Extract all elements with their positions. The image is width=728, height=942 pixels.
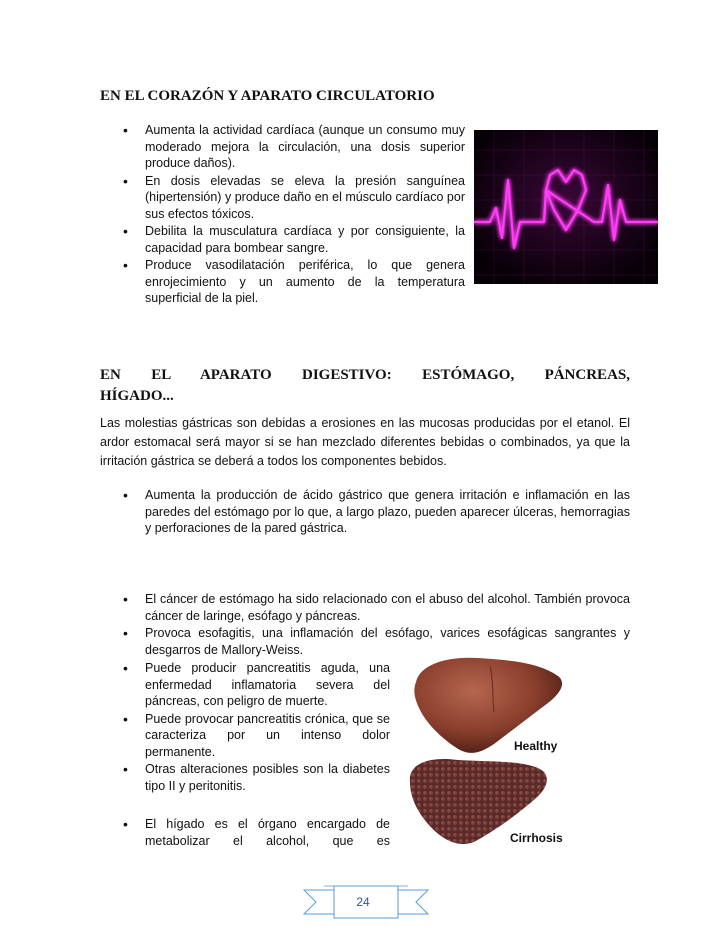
list-item: • El hígado es el órgano encargado de metabolizar el alcohol, que es	[123, 816, 390, 848]
section-heading-heart: EN EL CORAZÓN Y APARATO CIRCULATORIO	[100, 88, 435, 104]
list-item: • Aumenta la actividad cardíaca (aunque un consumo muy moderado mejora la circulación, una dosis superior produce daños).	[123, 122, 465, 170]
bullet-icon: •	[123, 257, 128, 273]
liver-comparison-image	[398, 652, 586, 848]
list-item: • En dosis elevadas se eleva la presión sanguínea (hipertensión) y produce daño en el músculo cardíaco por sus efectos tóxicos.	[123, 172, 465, 221]
bullet-icon: •	[123, 761, 128, 777]
liver-icon	[398, 652, 586, 848]
pancreas-bullet-list	[100, 660, 390, 795]
healthy-label: Healthy	[514, 739, 558, 753]
heading-line: EN EL APARATO DIGESTIVO: ESTÓMAGO, PÁNCREAS,	[100, 367, 630, 383]
heart-bullet-list	[100, 122, 465, 308]
heartbeat-image	[474, 130, 658, 284]
page-number: 24	[356, 895, 370, 909]
list-item: • Puede provocar pancreatitis crónica, que se caracteriza por un intenso dolor permanente.	[123, 710, 390, 759]
cancer-bullet-list	[100, 591, 630, 659]
cirrhosis-label: Cirrhosis	[510, 831, 563, 845]
list-item: • Aumenta la producción de ácido gástrico que genera irritación e inflamación en las paredes del estómago por lo que, a largo plazo, pueden aparecer úlceras, hemorragias y perforaciones de la pared gástrica.	[123, 487, 630, 535]
acid-bullet-list	[100, 487, 630, 538]
liver-bullet-list	[100, 816, 390, 850]
bullet-icon: •	[123, 591, 128, 607]
section-heading-digestive	[100, 365, 630, 407]
bullet-icon: •	[123, 625, 128, 641]
list-item: • Produce vasodilatación periférica, lo que genera enrojecimiento y un aumento de la temperatura superficial de la piel.	[123, 257, 465, 305]
bullet-icon: •	[123, 710, 128, 727]
bullet-icon: •	[123, 172, 128, 189]
list-item: • El cáncer de estómago ha sido relacionado con el abuso del alcohol. También provoca cáncer de laringe, esófago y páncreas.	[123, 591, 630, 623]
list-item: • Debilita la musculatura cardíaca y por consiguiente, la capacidad para bombear sangre.	[123, 223, 465, 255]
bullet-icon: •	[123, 816, 128, 832]
bullet-icon: •	[123, 660, 128, 676]
list-item: • Otras alteraciones posibles son la diabetes tipo II y peritonitis.	[123, 761, 390, 793]
bullet-icon: •	[123, 122, 128, 138]
bullet-icon: •	[123, 487, 128, 503]
digestive-intro-paragraph: Las molestias gástricas son debidas a erosiones en las mucosas producidas por el etanol. El ardor estomacal será mayor si se han mezclado diferentes bebidas o combinados, ya que la irritación gástrica se deberá a todos los componentes bebidos.	[100, 416, 630, 468]
list-item: • Puede producir pancreatitis aguda, una enfermedad inflamatoria severa del páncreas, con peligro de muerte.	[123, 660, 390, 708]
list-item: • Provoca esofagitis, una inflamación del esófago, varices esofágicas sangrantes y desgarros de Mallory-Weiss.	[123, 625, 630, 657]
bullet-icon: •	[123, 223, 128, 239]
heartbeat-line-icon	[474, 130, 658, 284]
heading-line: HÍGADO...	[100, 388, 174, 404]
